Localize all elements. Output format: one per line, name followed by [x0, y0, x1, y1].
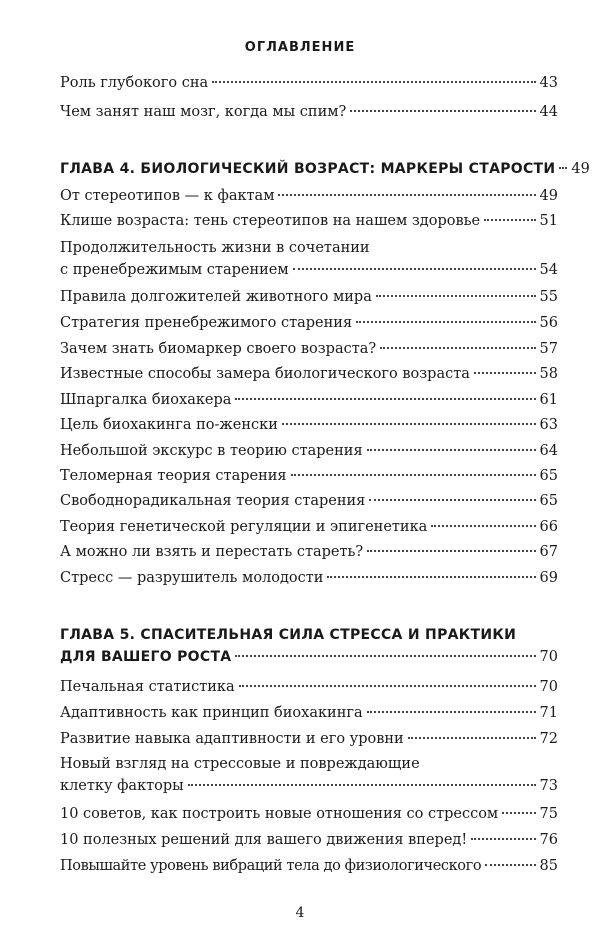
toc-entry-title: Шпаргалка биохакера: [60, 392, 232, 408]
toc-entry-page: 73: [539, 778, 558, 794]
dot-leader: [484, 219, 535, 221]
toc-chapter: [60, 161, 590, 185]
toc-entry-page: 55: [539, 289, 558, 305]
toc-entry-title: Развитие навыка адаптивности и его уровни: [60, 731, 404, 747]
dot-leader: [327, 576, 535, 578]
toc-entry-title: Известные способы замера биологического возраста: [60, 366, 470, 382]
dot-leader: [282, 423, 536, 425]
toc-entry: [60, 832, 558, 856]
toc-entry-page: 56: [539, 315, 558, 331]
toc-entry-title: Зачем знать биомаркер своего возраста?: [60, 341, 377, 357]
toc-entry-page: 69: [539, 570, 558, 586]
toc-entry-title: Клише возраста: тень стереотипов на нашем здоровье: [60, 213, 481, 229]
dot-leader: [212, 81, 535, 83]
toc-entry: [60, 392, 558, 416]
toc-entry: [60, 705, 558, 729]
toc-entry-page: 67: [539, 544, 558, 560]
toc-entry: [60, 443, 558, 467]
page-header: ОГЛАВЛЕНИЕ: [244, 40, 356, 55]
toc-entry-page: 44: [539, 104, 558, 120]
toc-chapter-title-line1: ГЛАВА 5. СПАСИТЕЛЬНАЯ СИЛА СТРЕССА И ПРАКТИКИ: [60, 627, 517, 643]
toc-entry-page: 72: [539, 731, 558, 747]
dot-leader: [367, 550, 535, 552]
toc-entry-title: с пренебрежимым старением: [60, 262, 289, 278]
toc-entry: [60, 315, 558, 339]
toc-entry-page: 76: [539, 832, 558, 848]
toc-entry-title: Повышайте уровень вибраций тела до физиологического: [60, 858, 482, 874]
toc-entry-page: 75: [539, 806, 558, 822]
toc-entry-title: Цель биохакинга по-женски: [60, 417, 278, 433]
toc-entry-page: 65: [539, 468, 558, 484]
dot-leader: [502, 812, 535, 814]
toc-entry-title-line1: Продолжительность жизни в сочетании: [60, 240, 370, 256]
dot-leader: [376, 295, 536, 297]
toc-entry-title: Адаптивность как принцип биохакинга: [60, 705, 363, 721]
toc-entry-page: 51: [539, 213, 558, 229]
toc-entry-page: 58: [539, 366, 558, 382]
dot-leader: [278, 194, 535, 196]
toc-entry-title: А можно ли взять и перестать стареть?: [60, 544, 364, 560]
toc-entry-title: Печальная статистика: [60, 679, 235, 695]
toc-entry-page: 65: [539, 493, 558, 509]
toc-entry-page: 66: [539, 519, 558, 535]
toc-entry-title-line1: Новый взгляд на стрессовые и повреждающие: [60, 756, 420, 772]
dot-leader: [293, 268, 536, 270]
toc-entry-page: 43: [539, 75, 558, 91]
toc-entry: [60, 188, 558, 212]
toc-entry: [60, 75, 558, 99]
toc-entry: [60, 104, 558, 128]
toc-entry-page: 61: [539, 392, 558, 408]
dot-leader: [380, 347, 535, 349]
toc-entry: [60, 806, 558, 830]
toc-entry: [60, 570, 558, 594]
dot-leader: [559, 167, 567, 169]
toc-entry-title: Теория генетической регуляции и эпигенетика: [60, 519, 428, 535]
toc-chapter-title: ДЛЯ ВАШЕГО РОСТА: [60, 649, 232, 665]
dot-leader: [239, 685, 536, 687]
toc-entry: [60, 289, 558, 313]
dot-leader: [471, 838, 535, 840]
toc-entry: [60, 679, 558, 703]
toc-entry-title: Стратегия пренебрежимого старения: [60, 315, 353, 331]
toc-entry: [60, 858, 558, 882]
toc-entry: [60, 731, 558, 755]
dot-leader: [356, 321, 535, 323]
toc-entry-title: Теломерная теория старения: [60, 468, 287, 484]
dot-leader: [367, 449, 536, 451]
toc-chapter: [60, 627, 558, 675]
dot-leader: [485, 864, 535, 866]
toc-entry-title: Свободнорадикальная теория старения: [60, 493, 366, 509]
toc-entry-page: 70: [539, 679, 558, 695]
dot-leader: [235, 398, 535, 400]
toc-entry: [60, 341, 558, 365]
toc-entry-title: 10 полезных решений для вашего движения вперед!: [60, 832, 468, 848]
toc-entry-title: Правила долгожителей животного мира: [60, 289, 372, 305]
toc-entry: [60, 213, 558, 237]
dot-leader: [408, 737, 536, 739]
toc-entry: [60, 468, 558, 492]
dot-leader: [474, 372, 536, 374]
toc-entry-page: 85: [539, 858, 558, 874]
toc-entry-title: От стереотипов — к фактам: [60, 188, 275, 204]
toc-entry-page: 57: [539, 341, 558, 357]
toc-entry-title: Стресс — разрушитель молодости: [60, 570, 324, 586]
toc-entry-page: 54: [539, 262, 558, 278]
dot-leader: [367, 711, 536, 713]
toc-entry: [60, 756, 558, 804]
dot-leader: [291, 474, 536, 476]
toc-entry-page: 49: [571, 161, 590, 177]
dot-leader: [235, 655, 535, 657]
toc-entry: [60, 544, 558, 568]
toc-entry-page: 71: [539, 705, 558, 721]
toc-entry-page: 49: [539, 188, 558, 204]
toc-entry-title: Небольшой экскурс в теорию старения: [60, 443, 363, 459]
toc-entry: [60, 519, 558, 543]
toc-entry-title: 10 советов, как построить новые отношения со стрессом: [60, 806, 499, 822]
toc-entry-title: Роль глубокого сна: [60, 75, 209, 91]
toc-entry: [60, 493, 558, 517]
dot-leader: [188, 784, 536, 786]
dot-leader: [350, 110, 535, 112]
dot-leader: [431, 525, 535, 527]
toc-entry: [60, 240, 558, 288]
toc-entry: [60, 417, 558, 441]
toc-entry-title: Чем занят наш мозг, когда мы спим?: [60, 104, 347, 120]
toc-entry-page: 63: [539, 417, 558, 433]
toc-entry-title: клетку факторы: [60, 778, 184, 794]
toc-entry: [60, 366, 558, 390]
toc-entry-page: 70: [539, 649, 558, 665]
toc-chapter-title: ГЛАВА 4. БИОЛОГИЧЕСКИЙ ВОЗРАСТ: МАРКЕРЫ СТАРОСТИ: [60, 161, 556, 177]
dot-leader: [369, 499, 535, 501]
toc-entry-page: 64: [539, 443, 558, 459]
page-number: 4: [295, 905, 305, 921]
